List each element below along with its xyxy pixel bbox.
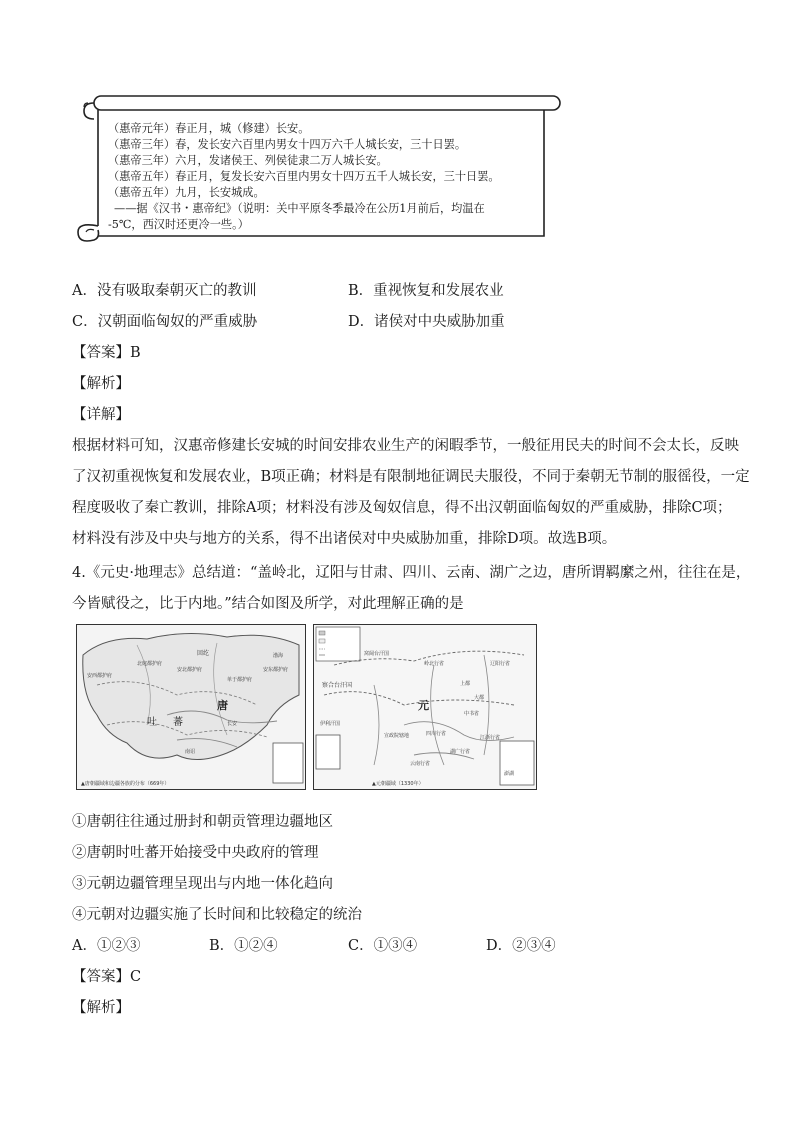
svg-text:回纥: 回纥 [197,650,210,657]
scroll-line: （惠帝元年）春正月，城（修建）长安。 [108,122,310,135]
statement-2: ②唐朝时吐蕃开始接受中央政府的管理 [72,845,319,861]
yuan-map [313,624,537,790]
answer-label: 【答案】B [72,345,141,361]
svg-text:云南行省: 云南行省 [410,761,431,767]
detail-line: 材料没有涉及中央与地方的关系，得不出诸侯对中央威胁加重，排除D项。故选B项。 [72,531,617,547]
question-stem: 今皆赋役之，比于内地。”结合如图及所学，对此理解正确的是 [72,596,464,612]
svg-text:宣政院辖地: 宣政院辖地 [384,733,410,739]
statement-3: ③元朝边疆管理呈现出与内地一体化趋向 [72,876,333,892]
svg-text:单于都护府: 单于都护府 [227,677,253,683]
svg-text:澎湖: 澎湖 [504,771,515,777]
answer-label: 【答案】C [72,969,142,985]
svg-text:大都: 大都 [474,695,485,701]
scroll-text-block [108,121,500,233]
choice-c: C．①③④ [348,938,418,954]
svg-text:吐: 吐 [147,717,157,728]
option-d: D．诸侯对中央威胁加重 [348,314,505,330]
tang-map-caption: ▲唐朝疆域和边疆各族的分布（669年） [81,781,170,787]
choice-a: A．①②③ [72,938,141,954]
svg-text:长安: 长安 [227,721,238,727]
detail-line: 根据材料可知，汉惠帝修建长安城的时间安排农业生产的闲暇季节，一般征用民夫的时间不会太长，反映 [72,438,739,454]
option-a: A．没有吸取秦朝灭亡的教训 [72,283,257,299]
scroll-line: -5℃，西汉时还更冷一些。） [108,218,249,231]
detail-label: 【详解】 [72,407,130,423]
svg-text:四川行省: 四川行省 [426,731,447,737]
choice-d: D．②③④ [486,938,556,954]
svg-text:中书省: 中书省 [464,711,480,717]
choice-b: B．①②④ [209,938,278,954]
svg-text:南诏: 南诏 [185,749,196,755]
detail-line: 了汉初重视恢复和发展农业，B项正确；材料是有限制地征调民夫服役，不同于秦朝无节制的服徭役，一定 [72,469,750,485]
svg-text:窝阔台汗国: 窝阔台汗国 [364,651,390,657]
svg-text:元: 元 [418,699,429,712]
yuan-map-caption: ▲元朝疆域（1330年） [372,781,424,787]
svg-text:江浙行省: 江浙行省 [480,735,501,741]
svg-text:察合台汗国: 察合台汗国 [322,682,353,689]
scroll-line: （惠帝三年）春，发长安六百里内男女十四万六千人城长安，三十日罢。 [108,138,467,151]
option-c: C．汉朝面临匈奴的严重威胁 [72,314,258,330]
yuan-map-drawing [314,625,536,789]
svg-text:唐: 唐 [217,699,228,712]
svg-text:岭北行省: 岭北行省 [424,661,445,667]
svg-text:北庭都护府: 北庭都护府 [137,661,163,667]
svg-text:伊利汗国: 伊利汗国 [320,721,341,727]
statement-4: ④元朝对边疆实施了长时间和比较稳定的统治 [72,907,362,923]
question-stem: 4.《元史·地理志》总结道：“盖岭北，辽阳与甘肃、四川、云南、湖广之边，唐所谓羁縻之州，往往在是， [72,565,751,581]
svg-text:安西都护府: 安西都护府 [87,673,113,679]
scroll-line: （惠帝三年）六月，发诸侯王、列侯徒隶二万人城长安。 [108,154,388,167]
scroll-line: （惠帝五年）春正月，复发长安六百里内男女十四万五千人城长安，三十日罢。 [108,170,500,183]
svg-text:湖广行省: 湖广行省 [450,749,471,755]
svg-text:安东都护府: 安东都护府 [263,667,289,673]
scroll-line: （惠帝五年）九月，长安城成。 [108,186,265,199]
analysis-label: 【解析】 [72,1000,130,1016]
analysis-label: 【解析】 [72,376,130,392]
svg-text:上都: 上都 [460,681,471,687]
svg-text:安北都护府: 安北都护府 [177,667,203,673]
svg-text:蕃: 蕃 [173,717,183,728]
option-b: B．重视恢复和发展农业 [348,283,504,299]
svg-text:辽阳行省: 辽阳行省 [490,661,511,667]
tang-map-drawing [77,625,305,789]
statement-1: ①唐朝往往通过册封和朝贡管理边疆地区 [72,814,333,830]
svg-text:渤海: 渤海 [273,653,284,659]
scroll-line: ——据《汉书・惠帝纪》（说明：关中平原冬季最冷在公历1月前后，均温在 [114,202,485,215]
tang-map [76,624,306,790]
detail-line: 程度吸收了秦亡教训，排除A项；材料没有涉及匈奴信息，得不出汉朝面临匈奴的严重威胁，排除C项； [72,500,732,516]
